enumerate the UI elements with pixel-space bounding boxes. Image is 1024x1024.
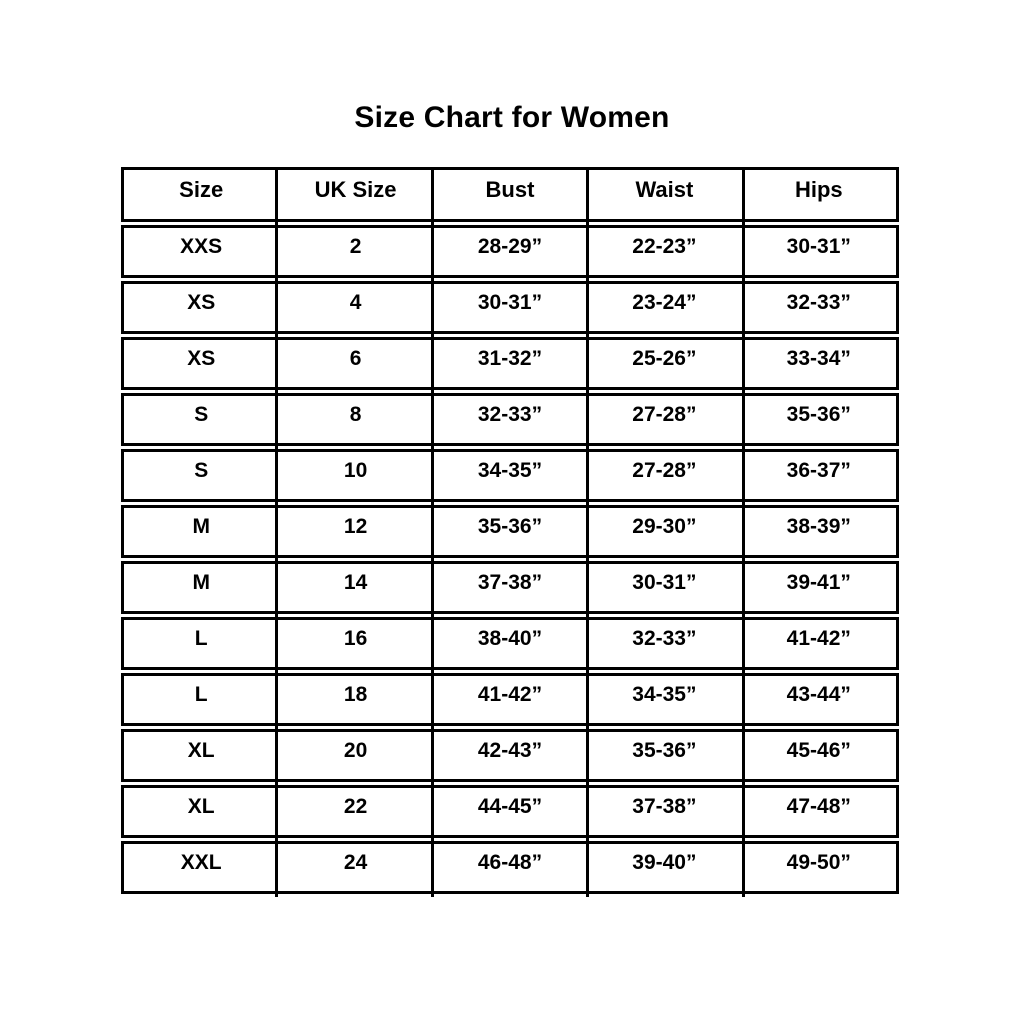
- table-cell: 22-23”: [632, 234, 697, 258]
- table-cell: 34-35”: [477, 458, 543, 482]
- table-cell: L: [194, 626, 208, 650]
- page-title: Size Chart for Women: [354, 101, 670, 134]
- table-cell: 41-42”: [786, 626, 851, 650]
- table-cell: 29-30”: [632, 514, 697, 538]
- table-cell: 14: [343, 570, 368, 594]
- table-cell: 46-48”: [477, 850, 543, 874]
- table-cell: 43-44”: [786, 682, 851, 706]
- table-cell: 8: [349, 402, 362, 426]
- table-cell: 35-36”: [632, 738, 697, 762]
- table-cell: M: [192, 570, 210, 594]
- table-cell: 25-26”: [632, 346, 697, 370]
- table-row: [121, 337, 899, 390]
- table-row: [121, 785, 899, 838]
- table-cell: XS: [187, 290, 216, 314]
- table-cell: 27-28”: [632, 458, 697, 482]
- table-cell: L: [194, 682, 208, 706]
- table-cell: 2: [349, 234, 362, 258]
- table-cell: S: [194, 458, 209, 482]
- column-separator: [586, 167, 589, 897]
- size-chart-table: [121, 167, 899, 897]
- table-cell: 28-29”: [477, 234, 543, 258]
- table-header-row: [121, 167, 899, 222]
- table-cell: 45-46”: [786, 738, 851, 762]
- table-cell: XS: [187, 346, 216, 370]
- header-cell-hips: Hips: [794, 176, 843, 202]
- table-cell: 33-34”: [786, 346, 851, 370]
- table-cell: 22: [343, 794, 368, 818]
- table-cell: 27-28”: [632, 402, 697, 426]
- table-cell: 4: [349, 290, 362, 314]
- table-cell: 47-48”: [786, 794, 851, 818]
- table-cell: 37-38”: [632, 794, 697, 818]
- table-cell: 35-36”: [477, 514, 543, 538]
- table-cell: 37-38”: [477, 570, 543, 594]
- table-cell: 42-43”: [477, 738, 543, 762]
- table-cell: XXL: [180, 850, 222, 874]
- table-cell: 12: [343, 514, 368, 538]
- table-row: [121, 841, 899, 894]
- table-cell: 10: [343, 458, 368, 482]
- header-cell-waist: Waist: [635, 176, 694, 202]
- table-cell: 38-40”: [477, 626, 543, 650]
- column-separator: [275, 167, 278, 897]
- table-cell: 39-41”: [786, 570, 851, 594]
- table-cell: S: [194, 402, 209, 426]
- table-cell: XL: [187, 794, 215, 818]
- table-cell: 35-36”: [786, 402, 851, 426]
- table-row: [121, 225, 899, 278]
- table-cell: 24: [343, 850, 368, 874]
- table-cell: 32-33”: [477, 402, 543, 426]
- header-cell-size: Size: [179, 176, 224, 202]
- table-cell: XXS: [180, 234, 223, 258]
- table-cell: 31-32”: [477, 346, 543, 370]
- table-cell: 49-50”: [786, 850, 851, 874]
- table-row: [121, 449, 899, 502]
- table-cell: 38-39”: [786, 514, 851, 538]
- column-separator: [742, 167, 745, 897]
- table-cell: 36-37”: [786, 458, 851, 482]
- table-row: [121, 281, 899, 334]
- table-row: [121, 393, 899, 446]
- table-cell: 16: [343, 626, 368, 650]
- table-row: [121, 673, 899, 726]
- table-cell: 30-31”: [786, 234, 851, 258]
- table-cell: 41-42”: [477, 682, 543, 706]
- table-row: [121, 729, 899, 782]
- table-row: [121, 505, 899, 558]
- header-cell-bust: Bust: [485, 176, 535, 202]
- table-cell: 18: [343, 682, 368, 706]
- table-cell: 6: [349, 346, 362, 370]
- table-cell: 20: [343, 738, 368, 762]
- column-separator: [431, 167, 434, 897]
- table-cell: 30-31”: [477, 290, 543, 314]
- table-cell: M: [192, 514, 210, 538]
- table-cell: 32-33”: [786, 290, 851, 314]
- table-cell: 44-45”: [477, 794, 543, 818]
- table-cell: 39-40”: [632, 850, 697, 874]
- table-cell: XL: [187, 738, 215, 762]
- table-row: [121, 561, 899, 614]
- table-cell: 34-35”: [632, 682, 697, 706]
- table-cell: 30-31”: [632, 570, 697, 594]
- table-row: [121, 617, 899, 670]
- table-cell: 32-33”: [632, 626, 697, 650]
- header-cell-uk-size: UK Size: [314, 176, 397, 202]
- table-cell: 23-24”: [632, 290, 697, 314]
